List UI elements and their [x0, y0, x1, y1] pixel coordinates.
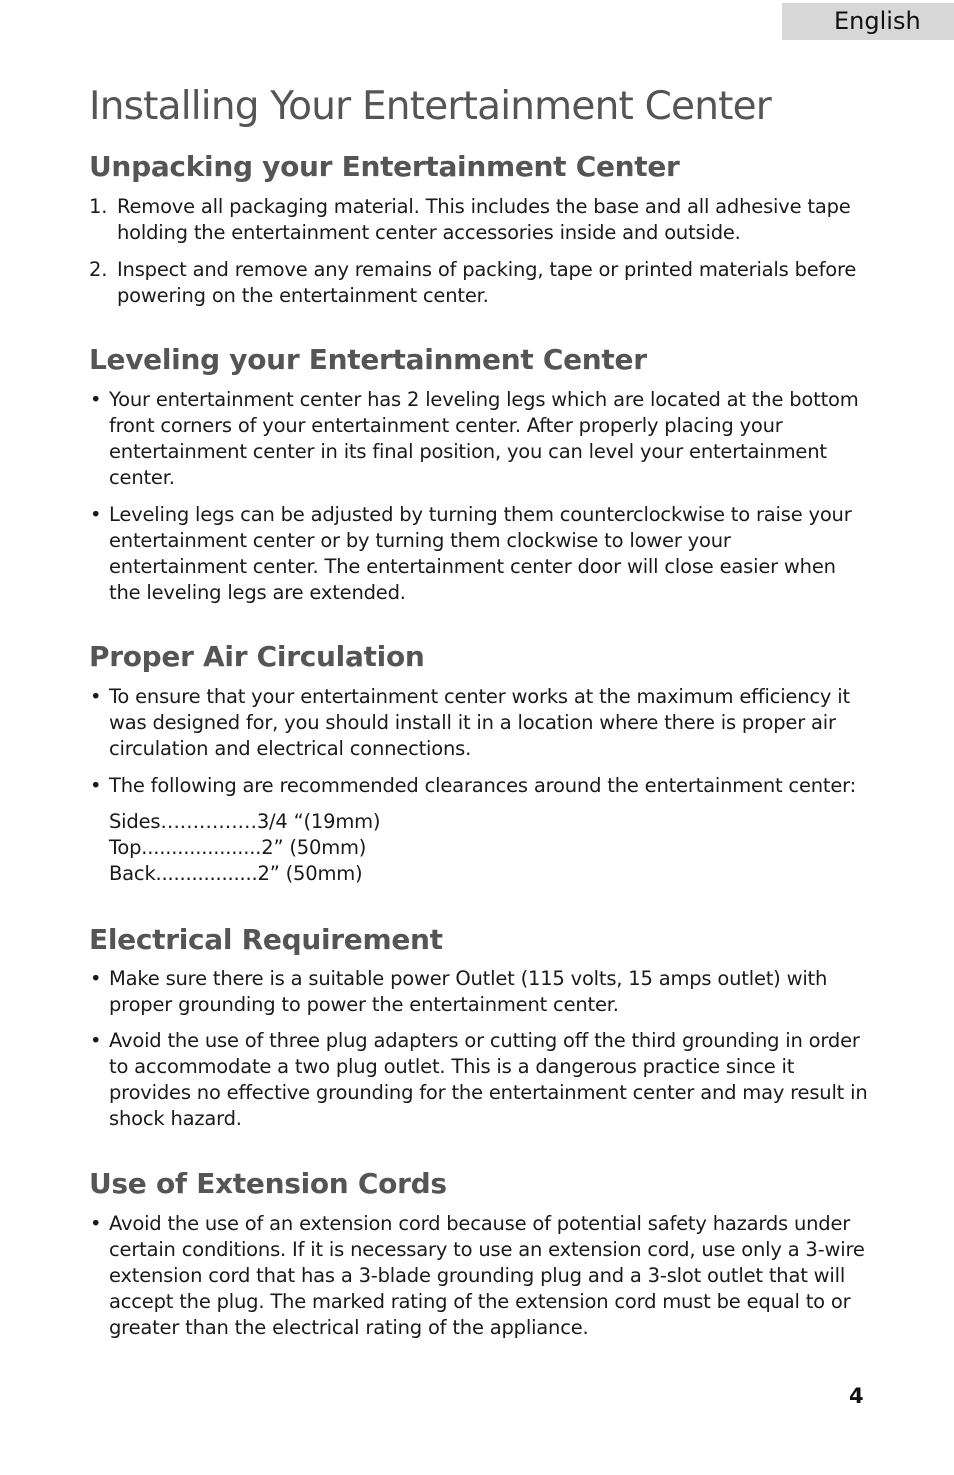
bullet-marker: •: [90, 1212, 102, 1235]
clearance-sides: Sides……………3/4 “(19mm): [109, 810, 381, 833]
list-item: [89, 502, 869, 606]
bullet-marker: •: [90, 503, 102, 526]
section-unpacking: [89, 149, 869, 309]
list-item: [89, 966, 869, 1018]
section-heading-extension-cords: Use of Extension Cords: [89, 1167, 447, 1200]
list-item: [89, 773, 869, 799]
section-heading-air-circulation: Proper Air Circulation: [89, 640, 425, 673]
bullet-marker: •: [90, 967, 102, 990]
clearance-top: Top....................2” (50mm): [109, 836, 367, 859]
bullet-marker: •: [90, 388, 102, 411]
section-air-circulation: [89, 639, 869, 887]
bullet-marker: •: [90, 774, 102, 797]
list-item: [89, 194, 869, 246]
section-heading-unpacking: Unpacking your Entertainment Center: [89, 150, 680, 183]
page-number: 4: [849, 1384, 864, 1408]
list-item: [89, 1028, 869, 1132]
list-item: [89, 684, 869, 762]
list-number: 2.: [89, 258, 108, 281]
list-item: [89, 1211, 869, 1341]
section-electrical: [89, 922, 869, 1132]
bullet-marker: •: [90, 1029, 102, 1052]
section-heading-electrical: Electrical Requirement: [89, 923, 443, 956]
language-tab: English: [782, 3, 954, 40]
list-item: [89, 257, 869, 309]
clearance-back: Back.................2” (50mm): [109, 862, 363, 885]
page-title: Installing Your Entertainment Center: [89, 84, 772, 129]
list-item-text: Avoid the use of an extension cord because of potential safety hazards under certain conditions. If it is necessary to use an extension cord, use only a 3-wire extension cord that has a 3-blade grounding plug and a 3-slot outlet that will accept the plug. The marked rating of the extension cord must be equal to or greater than the electrical rating of the appliance.: [109, 1212, 865, 1339]
list-item-text: Leveling legs can be adjusted by turning them counterclockwise to raise your entertainment center or by turning them clockwise to lower your entertainment center. The entertainment center door will close easier when the leveling legs are extended.: [109, 503, 852, 604]
list-item: [89, 387, 869, 491]
list-number: 1.: [89, 195, 108, 218]
section-heading-leveling: Leveling your Entertainment Center: [89, 343, 647, 376]
section-leveling: [89, 342, 869, 606]
bullet-marker: •: [90, 685, 102, 708]
list-item-text: Avoid the use of three plug adapters or cutting off the third grounding in order to accommodate a two plug outlet. This is a dangerous practice since it provides no effective grounding for the entertainment center and may result in shock hazard.: [109, 1029, 868, 1130]
list-item-text: Make sure there is a suitable power Outlet (115 volts, 15 amps outlet) with proper grounding to power the entertainment center.: [109, 967, 828, 1016]
section-extension-cords: [89, 1166, 869, 1341]
list-item-text: Inspect and remove any remains of packing, tape or printed materials before powering on the entertainment center.: [117, 258, 857, 307]
list-item-text: Remove all packaging material. This includes the base and all adhesive tape holding the entertainment center accessories inside and outside.: [117, 195, 851, 244]
list-item-text: To ensure that your entertainment center works at the maximum efficiency it was designed for, you should install it in a location where there is proper air circulation and electrical connections.: [109, 685, 850, 760]
list-item-text: Your entertainment center has 2 leveling legs which are located at the bottom front corners of your entertainment center. After properly placing your entertainment center in its final position, you can level your entertainment center.: [109, 388, 859, 489]
list-item-text: The following are recommended clearances around the entertainment center:: [109, 774, 856, 797]
